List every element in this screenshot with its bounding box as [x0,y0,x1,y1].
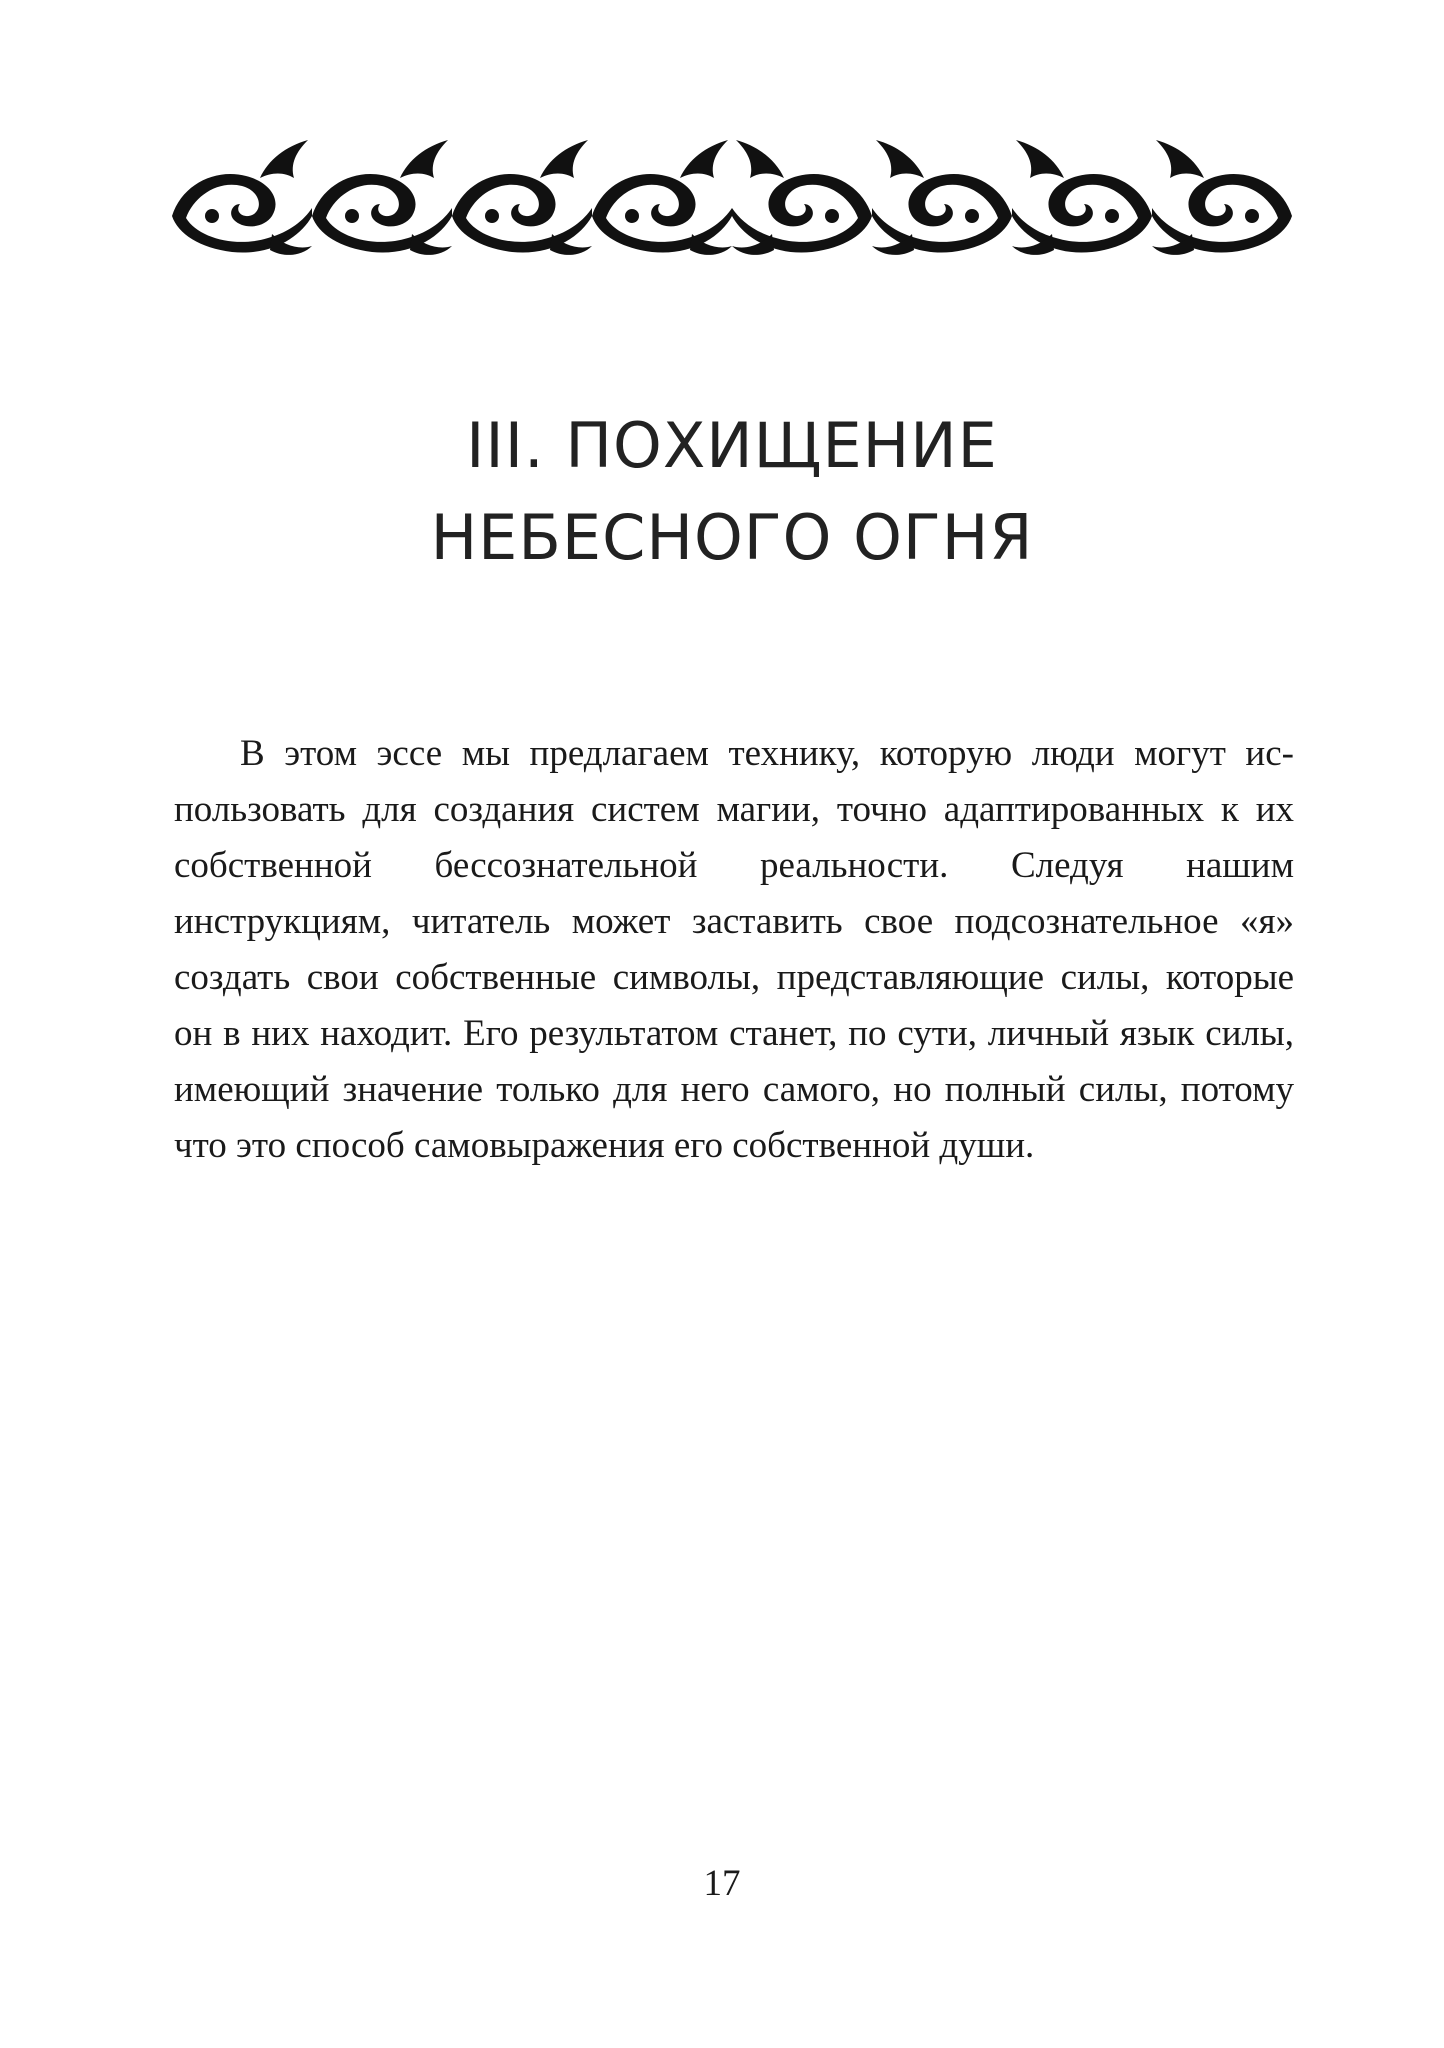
chapter-title-line-2: НЕБЕСНОГО ОГНЯ [430,501,1034,574]
chapter-title [172,400,1292,584]
scroll-ornament-icon [172,138,1292,258]
chapter-title-line-1: III. ПОХИЩЕНИЕ [466,409,998,482]
body-paragraph: В этом эссе мы предлагаем технику, которую люди могут использовать для создания систем магии, точно адаптированных к их собственной бессознательной реальности. Следуя нашим инструкциям, читатель может заставить свое подсознательное «я» создать свои собственные символы, представляющие силы, которые он в них находит. Его результатом станет, по сути, личный язык силы, имеющий значение только для него самого, но полный силы, потому что это способ самовыражения его собственной души. [174,733,1294,1166]
page-number: 17 [703,1863,741,1904]
ornament-row [172,140,1292,255]
